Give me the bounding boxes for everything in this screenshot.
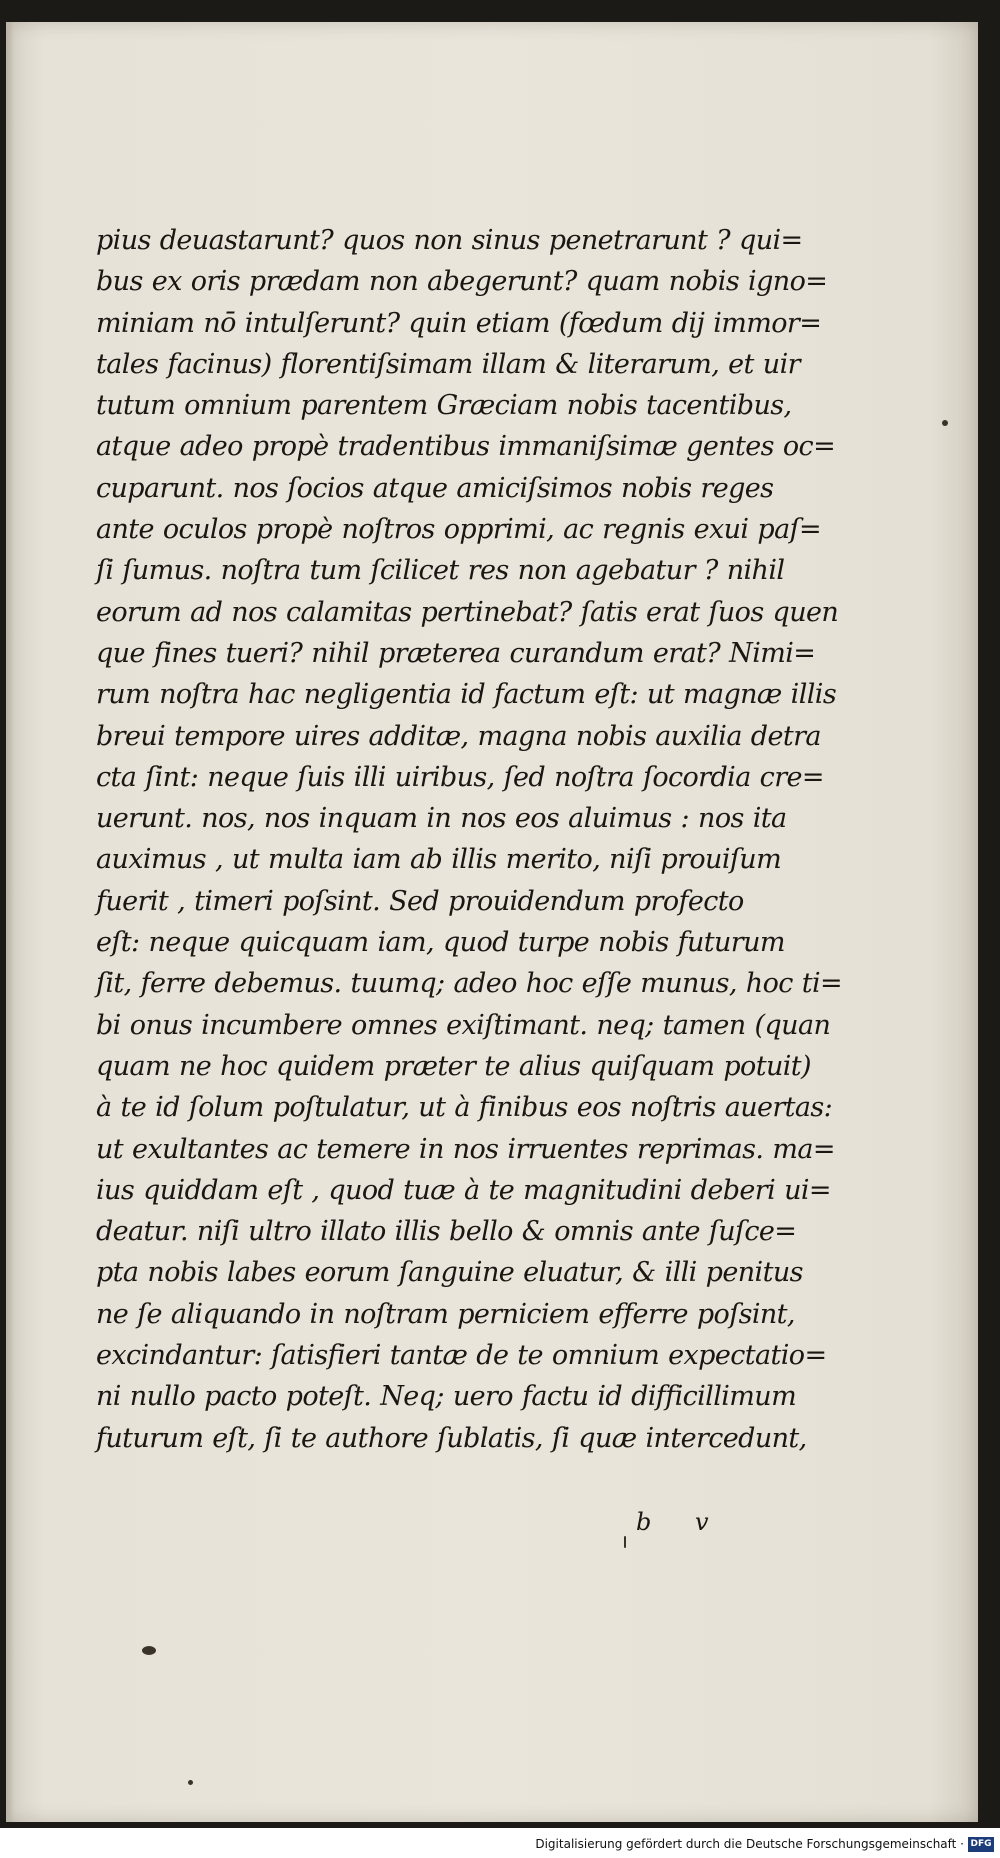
ink-speck: [624, 1536, 626, 1548]
text-line: que fines tueri? nihil præterea curandum erat? Nimi=: [96, 637, 816, 669]
text-line: futurum eſt, ſi te authore ſublatis, ſi quæ intercedunt,: [96, 1422, 807, 1454]
text-line: auximus , ut multa iam ab illis merito, niſi prouiſum: [96, 844, 782, 876]
text-line: fuerit , timeri poſsint. Sed prouidendum profecto: [96, 885, 744, 917]
text-line: tales facinus) florentiſsimam illam & literarum, et uir: [96, 348, 800, 380]
text-line: eſt: neque quicquam iam, quod turpe nobis futurum: [96, 927, 785, 959]
book-page: [6, 22, 978, 1822]
text-line: ius quiddam eſt , quod tuæ à te magnitudini deberi ui=: [96, 1174, 831, 1206]
body-text: [96, 220, 843, 1459]
text-line: pta nobis labes eorum ſanguine eluatur, & illi penitus: [96, 1257, 803, 1289]
text-line: à te id ſolum poſtulatur, ut à finibus eos noſtris auertas:: [96, 1092, 833, 1124]
text-line: rum noſtra hac negligentia id factum eſt: ut magnæ illis: [96, 679, 837, 711]
text-line: miniam nō intulſerunt? quin etiam (fœdum dij immor=: [96, 307, 822, 339]
text-line: bi onus incumbere omnes exiſtimant. neq; tamen (quan: [96, 1009, 831, 1041]
text-line: atque adeo propè tradentibus immaniſsimæ gentes oc=: [96, 431, 836, 463]
text-line: cuparunt. nos ſocios atque amiciſsimos nobis reges: [96, 472, 774, 504]
footer-credit: Digitalisierung gefördert durch die Deutsche Forschungsgemeinschaft ·: [535, 1837, 964, 1851]
text-line: ſi ſumus. noſtra tum ſcilicet res non agebatur ? nihil: [96, 555, 785, 587]
ink-speck: [188, 1780, 193, 1785]
text-line: ni nullo pacto poteſt. Neq; uero factu id difficillimum: [96, 1381, 797, 1413]
dfg-logo: DFG: [968, 1837, 994, 1852]
ink-speck: [142, 1646, 156, 1655]
ink-speck: [942, 420, 948, 426]
text-line: quam ne hoc quidem præter te alius quiſquam potuit): [96, 1050, 811, 1082]
text-line: ſit, ferre debemus. tuumq; adeo hoc eſſe munus, hoc ti=: [96, 968, 843, 1000]
text-line: bus ex oris prædam non abegerunt? quam nobis igno=: [96, 266, 828, 298]
footer-bar: [0, 1828, 1000, 1858]
text-line: ne ſe aliquando in noſtram perniciem efferre poſsint,: [96, 1298, 795, 1330]
text-line: pius deuastarunt? quos non sinus penetrarunt ? qui=: [96, 225, 803, 256]
text-line: ante oculos propè noſtros opprimi, ac regnis exui paſ=: [96, 514, 821, 546]
text-line: ut exultantes ac temere in nos irruentes reprimas. ma=: [96, 1133, 835, 1165]
text-line: excindantur: ſatisfieri tantæ de te omnium expectatio=: [96, 1340, 827, 1372]
text-line: deatur. niſi ultro illato illis bello & omnis ante ſuſce=: [96, 1216, 797, 1248]
text-line: uerunt. nos, nos inquam in nos eos aluimus : nos ita: [96, 803, 787, 835]
signature-mark: b v: [636, 1508, 727, 1536]
text-line: eorum ad nos calamitas pertinebat? ſatis erat ſuos quen: [96, 596, 839, 628]
text-line: breui tempore uires additæ, magna nobis auxilia detra: [96, 720, 821, 752]
page-edge: [6, 22, 14, 1822]
text-line: tutum omnium parentem Græciam nobis tacentibus,: [96, 390, 792, 422]
text-line: cta ſint: neque ſuis illi uiribus, ſed noſtra ſocordia cre=: [96, 761, 824, 793]
